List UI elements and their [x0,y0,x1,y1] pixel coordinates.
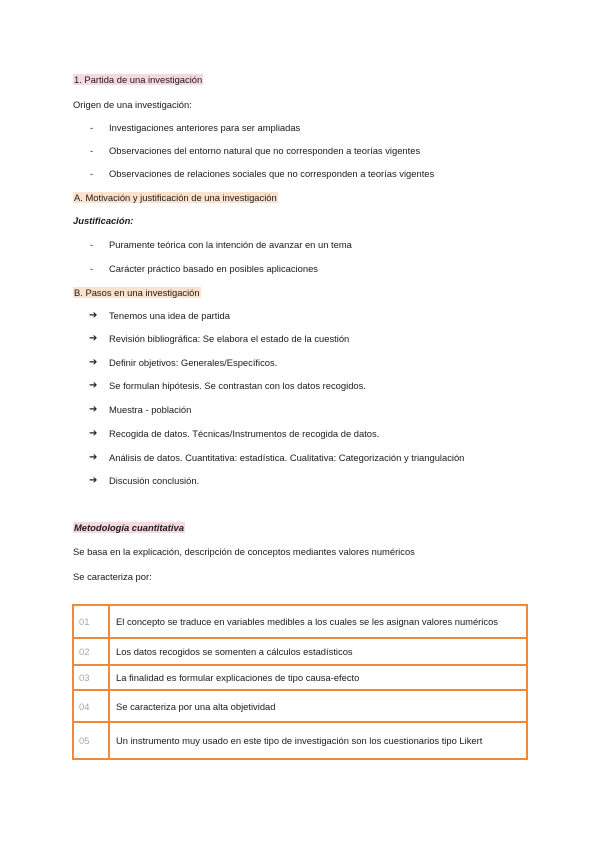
row-text: Un instrumento muy usado en este tipo de investigación son los cuestionarios tipo Likert [116,735,483,746]
section-1-subtitle: Origen de una investigación: [73,99,192,110]
dash-bullet-icon: - [90,239,94,250]
list-item: Puramente teórica con la intención de avanzar en un tema [109,239,352,250]
row-text: La finalidad es formular explicaciones de tipo causa-efecto [116,672,360,683]
dash-bullet-icon: - [90,122,94,133]
row-text: Los datos recogidos se somenten a cálculos estadísticos [116,646,353,657]
row-number: 02 [74,639,110,664]
dash-bullet-icon: - [90,145,94,156]
table-row [74,723,526,758]
step-item: Revisión bibliográfica: Se elabora el estado de la cuestión [109,333,350,344]
list-item: Observaciones de relaciones sociales que no corresponden a teorías vigentes [109,168,435,179]
step-item: Definir objetivos: Generales/Específicos. [109,357,278,368]
section-a-heading [73,191,278,204]
arrow-bullet-icon: ➔ [89,333,98,344]
arrow-bullet-icon: ➔ [89,357,98,368]
characteristics-table [72,604,528,760]
metodologia-description: Se basa en la explicación, descripción de conceptos mediantes valores numéricos [73,546,415,557]
arrow-bullet-icon: ➔ [89,475,98,486]
step-item: Análisis de datos. Cuantitativa: estadística. Cualitativa: Categorización y triangulación [109,452,465,463]
metodologia-intro: Se caracteriza por: [73,571,152,582]
dash-bullet-icon: - [90,168,94,179]
table-row [74,691,526,723]
step-item: Muestra - población [109,404,192,415]
arrow-bullet-icon: ➔ [89,404,98,415]
table-row [74,666,526,691]
list-item: Observaciones del entorno natural que no corresponden a teorías vigentes [109,145,421,156]
arrow-bullet-icon: ➔ [89,452,98,463]
table-row [74,639,526,666]
section-a-title: A. Motivación y justificación de una investigación [74,192,277,203]
metodologia-heading [73,521,185,534]
step-item: Discusión conclusión. [109,475,200,486]
metodologia-title: Metodología cuantitativa [74,522,184,533]
step-item: Se formulan hipótesis. Se contrastan con los datos recogidos. [109,380,366,391]
arrow-bullet-icon: ➔ [89,380,98,391]
section-b-heading [73,286,201,299]
row-text: Se caracteriza por una alta objetividad [116,700,276,712]
row-text: El concepto se traduce en variables medibles a los cuales se les asignan valores numéricos [116,616,498,627]
row-number: 03 [74,666,110,689]
row-number: 01 [74,606,110,637]
table-row [74,606,526,639]
section-b-title: B. Pasos en una investigación [74,287,200,298]
row-number: 05 [74,723,110,758]
list-item: Carácter práctico basado en posibles aplicaciones [109,263,318,274]
section-1-heading [73,73,203,86]
step-item: Tenemos una idea de partida [109,310,230,321]
section-1-title: 1. Partida de una investigación [74,74,203,85]
list-item: Investigaciones anteriores para ser ampliadas [109,122,301,133]
section-a-subtitle: Justificación: [73,215,134,226]
row-number: 04 [74,691,110,721]
dash-bullet-icon: - [90,263,94,274]
arrow-bullet-icon: ➔ [89,428,98,439]
arrow-bullet-icon: ➔ [89,310,98,321]
step-item: Recogida de datos. Técnicas/Instrumentos de recogida de datos. [109,428,380,439]
